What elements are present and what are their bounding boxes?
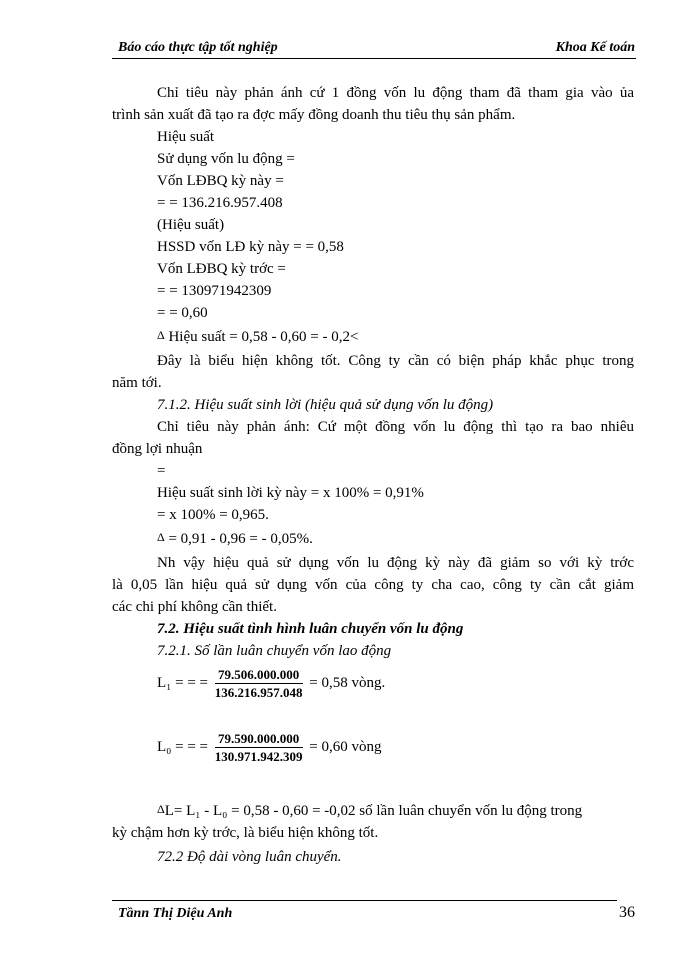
formula-value-1: = = 136.216.957.408 (157, 195, 283, 211)
formula-label-von-ldbq-previous: Vốn LĐBQ kỳ trớc = (157, 261, 286, 277)
page-number: 36 (619, 904, 635, 921)
formula-l1 (157, 666, 385, 700)
formula-hieu-suat-sinh-loi: Hiệu suất sinh lời kỳ này = x 100% = 0,91% (157, 485, 424, 501)
paragraph-5-line-1-text: L= L₁ - L₀ = 0,58 - 0,60 = -0,02 số lần luân chuyển vốn lu động trong (164, 803, 583, 819)
formula-value-4: = x 100% = 0,965. (157, 507, 269, 523)
section-heading-7-2-1: 7.2.1. Số lần luân chuyển vốn lao động (157, 643, 392, 659)
formula-l1-left: L₁ = = = (157, 675, 209, 691)
paragraph-4-line-1: Nh vậy hiệu quả sử dụng vốn lu động kỳ này đã giảm so với kỳ trớc (157, 555, 634, 571)
formula-delta-1-text: Hiệu suất = 0,58 - 0,60 = - 0,2< (168, 329, 359, 345)
delta-icon: Δ (157, 328, 165, 342)
formula-label-hieu-suat-paren: (Hiệu suất) (157, 217, 225, 233)
header-department: Khoa Kế toán (555, 40, 635, 55)
formula-delta-2 (157, 528, 313, 548)
delta-icon: Δ (157, 802, 165, 816)
formula-l1-numerator: 79.506.000.000 (215, 667, 303, 684)
section-heading-7-1-2: 7.1.2. Hiệu suất sinh lời (hiệu quả sử dụng vốn lu động) (157, 397, 494, 413)
paragraph-4-line-3: các chi phí không cần thiết. (112, 599, 277, 615)
footer-author: Tầnn Thị Diệu Anh (118, 906, 233, 921)
formula-l1-right: = 0,58 vòng. (309, 675, 386, 691)
formula-l0-numerator: 79.590.000.000 (215, 731, 303, 748)
formula-l0-fraction (215, 731, 303, 764)
formula-l1-denominator: 136.216.957.048 (214, 685, 303, 701)
formula-label-su-dung: Sử dụng vốn lu động = (157, 151, 295, 167)
formula-delta-2-text: = 0,91 - 0,96 = - 0,05%. (168, 531, 313, 547)
paragraph-1-line-2: trình sản xuất đã tạo ra đợc mấy đồng doanh thu tiêu thụ sản phẩm. (112, 107, 516, 123)
delta-icon: Δ (157, 530, 165, 544)
section-heading-7-2: 7.2. Hiệu suất tình hình luân chuyển vốn lu động (157, 621, 464, 637)
formula-l1-fraction (215, 667, 303, 700)
paragraph-2-line-2: năm tới. (112, 375, 162, 391)
paragraph-1-line-1: Chỉ tiêu này phản ánh cứ 1 đồng vốn lu động tham đã tham gia vào ủa (157, 85, 634, 101)
formula-label-hieu-suat: Hiệu suất (157, 129, 215, 145)
formula-l0 (157, 730, 382, 764)
paragraph-5-line-2: kỳ chậm hơn kỳ trớc, là biểu hiện không tốt. (112, 825, 379, 841)
formula-hssd: HSSD vốn LĐ kỳ này = = 0,58 (157, 239, 344, 255)
footer-rule (112, 900, 617, 901)
formula-delta-1 (157, 326, 358, 346)
formula-equals: = (157, 463, 166, 479)
paragraph-5-line-1 (157, 800, 582, 820)
header-title: Báo cáo thực tập tốt nghiệp (118, 40, 278, 55)
paragraph-2-line-1: Đây là biểu hiện không tốt. Công ty cần có biện pháp khắc phục trong (157, 353, 634, 369)
formula-value-3: = = 0,60 (157, 305, 208, 321)
formula-l0-right: = 0,60 vòng (309, 739, 382, 755)
formula-label-von-ldbq-current: Vốn LĐBQ kỳ này = (157, 173, 284, 189)
section-heading-7-2-2: 72.2 Độ dài vòng luân chuyển. (157, 849, 342, 865)
paragraph-4-line-2: là 0,05 lần hiệu quả sử dụng vốn của công ty cha cao, công ty cần cắt giảm (112, 577, 634, 593)
paragraph-3-line-2: đồng lợi nhuận (112, 441, 203, 457)
paragraph-3-line-1: Chỉ tiêu này phản ánh: Cứ một đồng vốn lu động thì tạo ra bao nhiêu (157, 419, 634, 435)
formula-l0-denominator: 130.971.942.309 (214, 749, 303, 765)
formula-value-2: = = 130971942309 (157, 283, 272, 299)
formula-l0-left: L₀ = = = (157, 739, 209, 755)
header-rule (112, 58, 636, 59)
